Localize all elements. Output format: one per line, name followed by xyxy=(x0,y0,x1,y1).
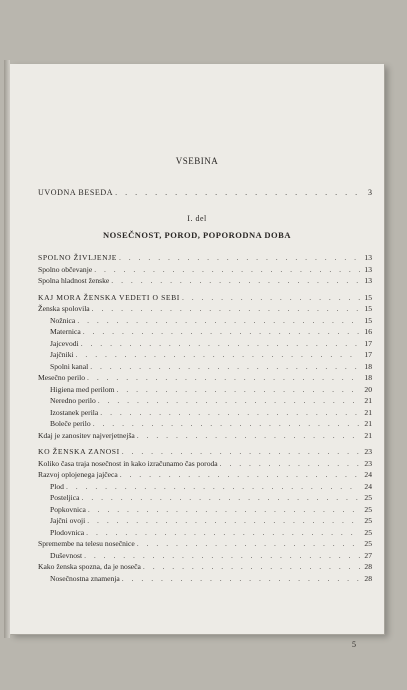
entry-label: Posteljica xyxy=(50,493,80,502)
dot-leader xyxy=(122,574,360,584)
entry-label: Popkovnica xyxy=(50,504,86,514)
entry-label: Izostanek perila xyxy=(50,407,99,417)
dot-leader xyxy=(137,539,360,549)
toc-entry xyxy=(38,539,372,549)
toc-entry xyxy=(50,482,372,492)
entry-label: KAJ MORA ŽENSKA VEDETI O SEBI xyxy=(38,292,180,302)
entry-label: Jajcevodi xyxy=(50,338,79,348)
toc-entry xyxy=(50,396,372,406)
toc-entry xyxy=(50,493,372,503)
entry-page: 25 xyxy=(364,504,372,514)
entry-label: Maternica xyxy=(50,327,81,336)
entry-label: Plod xyxy=(50,481,64,491)
toc-entry xyxy=(38,373,372,383)
dot-leader xyxy=(90,362,360,372)
part-title: NOSEČNOST, POROD, POPORODNA DOBA xyxy=(103,230,291,240)
dot-leader xyxy=(98,396,360,406)
entry-label: Spolna hladnost ženske xyxy=(38,276,110,285)
entry-page: 21 xyxy=(364,396,372,405)
toc-entry xyxy=(38,304,372,314)
dot-leader xyxy=(87,373,360,383)
entry-page: 28 xyxy=(364,562,372,571)
toc-entry xyxy=(50,362,372,372)
entry-page: 25 xyxy=(364,516,372,525)
toc-entry xyxy=(50,574,372,584)
toc-entry xyxy=(50,316,372,326)
dot-leader xyxy=(100,408,360,418)
toc-entry xyxy=(38,470,372,480)
entry-label: Nožnica xyxy=(50,315,76,325)
toc-entry xyxy=(50,419,372,429)
entry-label: Neredno perilo xyxy=(50,396,96,405)
entry-page: 15 xyxy=(364,315,372,325)
entry-page: 21 xyxy=(364,419,372,428)
toc-entry xyxy=(38,265,372,275)
entry-page: 24 xyxy=(364,481,372,491)
toc-entry xyxy=(38,253,372,263)
entry-page: 16 xyxy=(364,327,372,336)
entry-label: Boleče perilo xyxy=(50,419,91,428)
book-page xyxy=(10,64,384,649)
entry-label: Duševnost xyxy=(50,550,83,560)
entry-label: Plodovnica xyxy=(50,527,85,537)
entry-page: 15 xyxy=(364,304,372,313)
entry-page: 13 xyxy=(364,253,372,262)
toc-entry xyxy=(38,459,372,469)
dot-leader xyxy=(93,419,360,429)
dot-leader xyxy=(117,385,360,395)
entry-label: Spolno občevanje xyxy=(38,264,93,274)
toc-entry xyxy=(38,431,372,441)
toc-entry xyxy=(38,293,372,303)
dot-leader xyxy=(122,447,360,457)
entry-page: 18 xyxy=(364,361,372,371)
entry-label: Jajčni ovoji xyxy=(50,516,86,525)
dot-leader xyxy=(83,327,360,337)
entry-label: Spolni kanal xyxy=(50,361,89,371)
entry-page: 15 xyxy=(364,292,372,302)
entry-page: 28 xyxy=(364,573,372,583)
dot-leader xyxy=(111,276,360,286)
entry-label: KO ŽENSKA ZANOSI xyxy=(38,447,120,456)
entry-page: 18 xyxy=(364,373,372,382)
toc-entry xyxy=(38,447,372,457)
entry-label: Ženska spolovila xyxy=(38,304,90,313)
entry-page: 3 xyxy=(368,188,372,197)
entry-label: SPOLNO ŽIVLJENJE xyxy=(38,253,117,262)
dot-leader xyxy=(81,339,360,349)
entry-page: 25 xyxy=(364,539,372,548)
entry-page: 21 xyxy=(364,407,372,417)
toc-entry xyxy=(50,350,372,360)
toc-entry xyxy=(50,327,372,337)
dot-leader xyxy=(82,493,360,503)
toc-entry xyxy=(38,276,372,286)
entry-label: Kako ženska spozna, da je noseča xyxy=(38,562,141,571)
toc-entry xyxy=(50,339,372,349)
dot-leader xyxy=(182,293,360,303)
toc-entry xyxy=(50,385,372,395)
entry-page: 25 xyxy=(364,527,372,537)
dot-leader xyxy=(120,470,360,480)
toc-entry xyxy=(50,408,372,418)
entry-label: Koliko časa traja nosečnost in kako izračunamo čas poroda xyxy=(38,458,218,468)
toc-entry xyxy=(50,551,372,561)
entry-label: Razvoj oplojenega jajčeca xyxy=(38,470,118,479)
dot-leader xyxy=(84,551,360,561)
dot-leader xyxy=(87,516,360,526)
entry-page: 13 xyxy=(364,276,372,285)
entry-page: 23 xyxy=(364,458,372,468)
entry-page: 24 xyxy=(364,470,372,479)
dot-leader xyxy=(86,528,360,538)
dot-leader xyxy=(137,431,360,441)
entry-page: 21 xyxy=(364,430,372,440)
entry-page: 27 xyxy=(364,550,372,560)
entry-page: 20 xyxy=(364,384,372,394)
dot-leader xyxy=(115,188,360,198)
entry-label: Higiena med perilom xyxy=(50,384,115,394)
toc-entry xyxy=(50,505,372,515)
entry-page: 25 xyxy=(364,493,372,502)
part-label: I. del xyxy=(187,214,207,223)
dot-leader xyxy=(143,562,360,572)
dot-leader xyxy=(94,265,360,275)
dot-leader xyxy=(76,350,360,360)
toc-entry xyxy=(50,528,372,538)
toc-entry xyxy=(50,516,372,526)
page-number: 5 xyxy=(352,640,356,649)
entry-label: Kdaj je zanositev najverjetnejša xyxy=(38,430,135,440)
dot-leader xyxy=(66,482,360,492)
entry-page: 17 xyxy=(364,350,372,359)
entry-label: Nosečnostna znamenja xyxy=(50,573,120,583)
entry-page: 17 xyxy=(364,338,372,348)
dot-leader xyxy=(77,316,360,326)
dot-leader xyxy=(92,304,360,314)
dot-leader xyxy=(88,505,360,515)
entry-label: Mesečno perilo xyxy=(38,373,86,382)
toc-entry xyxy=(38,562,372,572)
contents-title: VSEBINA xyxy=(175,156,219,166)
intro-entry xyxy=(38,188,372,198)
dot-leader xyxy=(119,253,360,263)
entry-label: Spremembe na telesu nosečnice xyxy=(38,539,135,548)
entry-label: Jajčniki xyxy=(50,350,74,359)
dot-leader xyxy=(220,459,360,469)
entry-page: 13 xyxy=(364,264,372,274)
entry-label: UVODNA BESEDA xyxy=(38,188,114,197)
entry-page: 23 xyxy=(364,447,372,456)
